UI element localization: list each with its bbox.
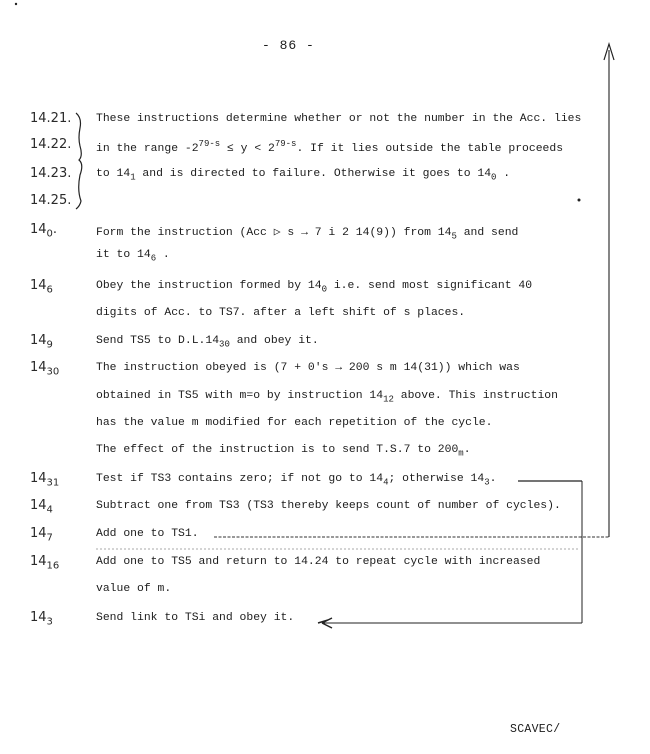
row-label-number: 14 [30,222,47,237]
row-label-number: 14 [30,471,47,486]
row-label [30,471,59,489]
row-text [96,168,510,182]
row-label-number: 14.23. [30,166,72,181]
row-label-subscript: 31 [46,477,60,489]
row-text [96,113,581,125]
subscript: 0 [321,284,327,295]
text-segment: and is directed to failure. Otherwise it goes to 14 [135,168,492,180]
text-segment: . [496,168,511,180]
row-label-number: 14.22. [30,137,72,152]
row-text [96,390,558,404]
text-segment: i.e. send most significant 40 [326,280,533,292]
row-label-number: 14.21. [30,111,72,126]
row-label [30,360,59,378]
text-segment: Test if TS3 contains zero; if not go to 14 [96,473,384,485]
superscript: 79-s [198,139,221,149]
text-segment: Add one to TS1. [96,528,199,540]
return-arrow-head [604,44,614,60]
subscript: 5 [451,231,457,242]
row-label-number: 14 [30,360,47,375]
text-segment: and send [456,227,519,239]
group-brace [76,113,82,209]
row-text [96,556,540,568]
footer-catchword: SCAVEC/ [510,723,561,736]
row-label [30,193,71,208]
text-segment: . [489,473,497,485]
row-label-subscript: 4 [46,504,53,516]
row-text [96,473,496,487]
row-label-subscript: 30 [46,366,60,378]
text-segment: value of m. [96,583,172,595]
row-label [30,222,57,240]
text-segment: and obey it. [229,335,319,347]
row-text [96,500,561,512]
row-text [96,612,294,624]
text-segment: above. This instruction [393,390,558,402]
row-text [96,417,492,429]
subscript: m [458,448,464,459]
text-segment: in the range -2 [96,142,199,155]
subscript: 4 [383,477,389,488]
row-label [30,526,53,544]
page-number: - 86 - [262,38,315,53]
row-label [30,610,53,628]
text-segment: . [463,444,471,456]
row-text [96,444,471,458]
subscript: 12 [383,394,394,405]
row-label-subscript: 9 [46,339,53,351]
text-segment: Send link to TSi and obey it. [96,612,295,624]
row-label-subscript: 7 [46,532,53,544]
text-segment: ≤ y < 2 [220,142,275,155]
row-text [96,362,520,374]
superscript: 79-s [274,139,297,149]
subscript: 30 [219,339,230,350]
row-label-number: 14 [30,498,47,513]
text-segment: has the value m modified for each repetition of the cycle. [96,417,493,429]
row-label-number: 14 [30,610,47,625]
row-text [96,139,563,155]
text-segment: Form the instruction (Acc ▷ s → 7 i 2 14(9)) from 14 [96,227,452,239]
text-segment: Send TS5 to D.L.14 [96,335,220,347]
text-segment: These instructions determine whether or not the number in the Acc. lies [96,113,582,125]
row-text [96,224,518,241]
subscript: 1 [130,172,136,183]
text-segment: it to 14 [96,249,151,261]
row-label [30,278,53,296]
row-text [96,583,171,595]
subscript: 6 [150,253,157,264]
branch-arrow-head [318,618,332,628]
row-label-number: 14 [30,278,47,293]
row-label-subscript: 0 [46,228,53,240]
text-segment: to 14 [96,168,131,180]
row-text [96,249,170,263]
text-segment: Subtract one from TS3 (TS3 thereby keeps count of number of cycles). [96,500,561,512]
text-segment: Obey the instruction formed by 14 [96,280,322,292]
row-label-number: 14.25. [30,193,72,208]
row-label-subscript: 6 [46,284,53,296]
row-label-suffix: . [52,222,58,237]
row-label [30,111,71,126]
text-segment: The effect of the instruction is to send T.S.7 to 200 [96,444,459,456]
row-text [96,528,199,540]
subscript: 0 [491,172,497,183]
row-label-number: 14 [30,554,47,569]
row-label-subscript: 16 [46,560,60,572]
row-label-subscript: 3 [46,616,53,628]
row-label [30,554,59,572]
row-text [96,335,319,349]
row-text [96,280,532,294]
row-label-number: 14 [30,333,47,348]
row-label [30,166,71,181]
row-label-number: 14 [30,526,47,541]
row-label [30,137,71,152]
text-segment: The instruction obeyed is (7 + 0's → 200 s m 14(31)) which was [96,362,520,374]
text-segment: obtained in TS5 with m=o by instruction 14 [96,390,384,402]
text-segment: ; otherwise 14 [388,473,485,485]
text-segment: digits of Acc. to TS7. after a left shift of s places. [96,307,466,319]
row-label [30,333,53,351]
text-segment: . [156,249,170,261]
subscript: 3 [484,477,490,488]
row-label [30,498,53,516]
text-segment: . If it lies outside the table proceeds [296,142,564,155]
text-segment: Add one to TS5 and return to 14.24 to repeat cycle with increased [96,556,541,568]
row-text [96,307,465,319]
